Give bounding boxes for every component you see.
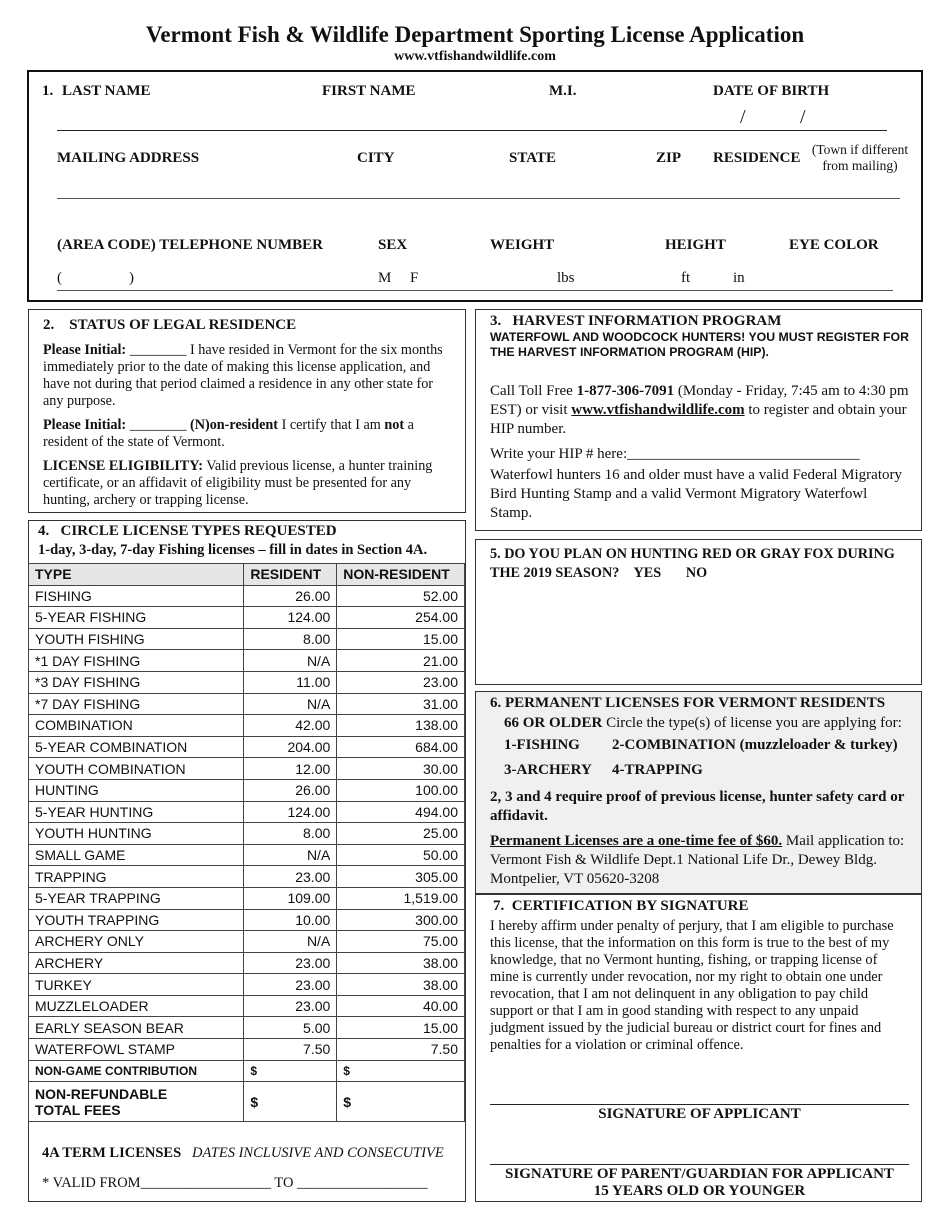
permanent-option-archery[interactable]: 3-ARCHERY [504,762,592,778]
section-1-applicant-info [27,70,923,302]
resident-fee: 5.00 [244,1017,337,1039]
license-type[interactable]: ARCHERY ONLY [29,931,244,953]
parent-signature-line[interactable] [490,1164,909,1165]
nonresident-fee: 300.00 [337,909,465,931]
height-label: HEIGHT [665,237,726,253]
license-type[interactable]: MUZZLELOADER [29,995,244,1017]
address-line[interactable] [57,198,900,199]
license-row[interactable] [29,650,465,672]
resident-fee: 23.00 [244,952,337,974]
license-type[interactable]: COMBINATION [29,715,244,737]
zip-label: ZIP [656,150,682,166]
resident-fee: 204.00 [244,736,337,758]
license-eligibility-label: LICENSE ELIGIBILITY: [43,458,203,474]
permanent-fee-mail [490,832,920,889]
nonresident-fee: 254.00 [337,607,465,629]
permanent-option-combination[interactable]: 2-COMBINATION (muzzleloader & turkey) [612,737,898,753]
license-type[interactable]: 5-YEAR TRAPPING [29,887,244,909]
license-type[interactable]: 5-YEAR COMBINATION [29,736,244,758]
phone-line[interactable] [57,290,893,291]
resident-fee: 124.00 [244,607,337,629]
section-7-title: 7. CERTIFICATION BY SIGNATURE [493,898,749,914]
resident-fee: 109.00 [244,887,337,909]
section-3-title: 3. HARVEST INFORMATION PROGRAM [490,313,782,329]
nonresident-fee: 494.00 [337,801,465,823]
state-label: STATE [509,150,556,166]
license-type[interactable]: YOUTH COMBINATION [29,758,244,780]
permanent-circle-text: Circle the type(s) of license you are applying for: [602,715,902,731]
license-type[interactable]: YOUTH HUNTING [29,823,244,845]
please-initial-label-2: Please Initial: [43,417,127,433]
license-row[interactable] [29,974,465,996]
sex-option-f[interactable]: F [410,270,419,286]
license-type[interactable]: *3 DAY FISHING [29,671,244,693]
column-header-nonresident: NON-RESIDENT [337,564,465,586]
column-header-resident: RESIDENT [244,564,337,586]
license-row[interactable] [29,628,465,650]
nongame-nonresident-amount[interactable]: $ [337,1060,465,1082]
resident-fee: 42.00 [244,715,337,737]
form-website: www.vtfishandwildlife.com [394,49,556,64]
nonresident-fee: 38.00 [337,952,465,974]
license-type[interactable]: WATERFOWL STAMP [29,1039,244,1061]
fox-question [490,545,915,583]
first-name-label: FIRST NAME [322,83,416,99]
section-2-title: 2. STATUS OF LEGAL RESIDENCE [43,317,297,333]
license-row[interactable] [29,823,465,845]
nonresident-fee: 1,519.00 [337,887,465,909]
license-row[interactable] [29,1039,465,1061]
last-name-label: LAST NAME [62,83,151,99]
total-fees-label [29,1082,244,1122]
nonresident-not: not [384,417,405,433]
nonresident-fee: 38.00 [337,974,465,996]
resident-fee: 7.50 [244,1039,337,1061]
resident-fee: 23.00 [244,974,337,996]
license-type[interactable]: EARLY SEASON BEAR [29,1017,244,1039]
residence-label: RESIDENCE [713,150,801,166]
section-6-title: 6. PERMANENT LICENSES FOR VERMONT RESIDENTS [490,695,886,711]
total-nonresident-amount[interactable]: $ [337,1082,465,1122]
parent-signature-label [490,1166,909,1200]
license-row[interactable] [29,931,465,953]
eye-color-label: EYE COLOR [789,237,879,253]
license-row[interactable] [29,607,465,629]
area-code-close-paren: ) [129,270,134,286]
resident-fee: N/A [244,844,337,866]
section-1-number: 1. [42,83,54,99]
call-text-c: to register and obtain your HIP number. [490,402,907,437]
applicant-signature-line[interactable] [490,1104,909,1105]
sex-option-m[interactable]: M [378,270,392,286]
table-header-row [29,564,465,586]
license-type[interactable]: ARCHERY [29,952,244,974]
total-fees-row[interactable] [29,1082,465,1122]
resident-fee: 8.00 [244,628,337,650]
resident-fee: 124.00 [244,801,337,823]
term-licenses-note: DATES INCLUSIVE AND CONSECUTIVE [192,1145,444,1161]
hip-website-link[interactable]: www.vtfishandwildlife.com [571,402,745,418]
form-title: Vermont Fish & Wildlife Department Sporting License Application [145,22,805,47]
permanent-option-trapping[interactable]: 4-TRAPPING [612,762,703,778]
telephone-label: (AREA CODE) TELEPHONE NUMBER [57,237,324,253]
mailing-address-label: MAILING ADDRESS [57,150,200,166]
nonresident-fee: 15.00 [337,1017,465,1039]
resident-initial-statement [43,342,456,410]
license-row[interactable] [29,995,465,1017]
nonresident-fee: 7.50 [337,1039,465,1061]
license-type[interactable]: YOUTH TRAPPING [29,909,244,931]
valid-from-to-field[interactable]: * VALID FROM__________________ TO __________________ [42,1175,428,1191]
nonresident-fee: 138.00 [337,715,465,737]
license-row[interactable] [29,801,465,823]
nongame-resident-amount[interactable]: $ [244,1060,337,1082]
license-row[interactable] [29,693,465,715]
residence-note: (Town if different from mailing) [811,142,909,173]
license-type[interactable]: FISHING [29,585,244,607]
license-row[interactable] [29,909,465,931]
resident-fee: 26.00 [244,585,337,607]
call-text-a: Call Toll Free [490,383,577,399]
permanent-mail-text: Mail application to: Vermont Fish & Wildlife Dept.1 National Life Dr., Dewey Bldg. Montpelier, VT 05620-3208 [490,833,905,887]
permanent-proof-note: 2, 3 and 4 require proof of previous license, hunter safety card or affidavit. [490,789,905,824]
nonresident-fee: 30.00 [337,758,465,780]
nonresident-fee: 52.00 [337,585,465,607]
resident-fee: N/A [244,693,337,715]
section-4-title: 4. CIRCLE LICENSE TYPES REQUESTED [38,523,337,539]
license-row[interactable] [29,585,465,607]
height-unit-in: in [733,270,745,286]
license-type[interactable]: 5-YEAR HUNTING [29,801,244,823]
license-row[interactable] [29,779,465,801]
license-row[interactable] [29,866,465,888]
nonresident-text-a: I certify that I am [278,417,385,433]
weight-label: WEIGHT [490,237,555,253]
please-initial-label: Please Initial: [43,342,127,358]
sex-label: SEX [378,237,408,253]
city-label: CITY [357,150,395,166]
resident-fee: 26.00 [244,779,337,801]
nonresident-fee: 25.00 [337,823,465,845]
certification-text: I hereby affirm under penalty of perjury, that I am eligible to purchase this license, that the information on this form is true to the best of my knowledge, that no Vermont hunting, fishing, or trapping license of mine is currently under revocation, nor my right to obtain one under revocation, that I am not delinquent in any obligation to pay child support or that I am in good standing with respect to any unpaid judgment issued by the judicial bureau or district court for fines and penalties for a violation or criminal offence. [490,918,894,1053]
permanent-age-line [504,714,902,733]
weight-unit-lbs: lbs [557,270,575,286]
license-eligibility [43,458,456,509]
permanent-option-fishing[interactable]: 1-FISHING [504,737,580,753]
parent-signature-label-2: 15 YEARS OLD OR YOUNGER [593,1183,806,1199]
total-fees-label-1: NON-REFUNDABLE [35,1085,168,1102]
permanent-age: 66 OR OLDER [504,715,603,731]
parent-signature-label-1: SIGNATURE OF PARENT/GUARDIAN FOR APPLICANT [505,1166,894,1182]
license-fee-table [28,563,465,1122]
resident-fee: 23.00 [244,995,337,1017]
license-type[interactable]: 5-YEAR FISHING [29,607,244,629]
nonresident-fee: 684.00 [337,736,465,758]
nonresident-fee: 100.00 [337,779,465,801]
nonresident-fee: 305.00 [337,866,465,888]
column-header-type: TYPE [29,564,244,586]
license-row[interactable] [29,844,465,866]
license-row[interactable] [29,671,465,693]
license-type[interactable]: TRAPPING [29,866,244,888]
term-licenses-title: 4A TERM LICENSES [42,1145,182,1161]
call-text-b: (Monday - Friday, 7:45 am to 4:30 pm EST) or visit [490,383,909,418]
nonresident-initial-blank[interactable]: ________ [129,417,187,433]
nonresident-fee: 15.00 [337,628,465,650]
height-unit-ft: ft [681,270,691,286]
resident-fee: N/A [244,931,337,953]
dob-slash-2: / [800,106,806,128]
nonresident-label: (N)on-resident [190,417,279,433]
resident-fee: 11.00 [244,671,337,693]
section-4-subtitle: 1-day, 3-day, 7-day Fishing licenses – fill in dates in Section 4A. [38,542,428,558]
nonresident-fee: 50.00 [337,844,465,866]
nonresident-fee: 31.00 [337,693,465,715]
nonresident-fee: 23.00 [337,671,465,693]
license-row[interactable] [29,1017,465,1039]
applicant-signature-label: SIGNATURE OF APPLICANT [598,1106,801,1122]
nonresident-fee: 75.00 [337,931,465,953]
license-row[interactable] [29,952,465,974]
fox-question-text: 5. DO YOU PLAN ON HUNTING RED OR GRAY FOX DURING THE 2019 SEASON? [490,546,895,581]
waterfowl-stamp-note: Waterfowl hunters 16 and older must have a valid Federal Migratory Bird Hunting Stamp and a valid Vermont Migratory Waterfowl Stamp. [490,467,903,521]
total-resident-amount[interactable]: $ [244,1082,337,1122]
license-type[interactable]: TURKEY [29,974,244,996]
date-of-birth-label: DATE OF BIRTH [713,83,830,99]
license-type[interactable]: *7 DAY FISHING [29,693,244,715]
resident-fee: 10.00 [244,909,337,931]
middle-initial-label: M.I. [549,83,577,99]
fox-answer-yes[interactable]: YES [633,565,662,581]
license-eligibility-text: Valid previous license, a hunter training certificate, or an affidavit of eligibility must be presented for any hunting, archery or trapping license. [43,458,433,508]
permanent-fee: Permanent Licenses are a one-time fee of $60. [490,833,783,849]
nongame-contribution-label: NON-GAME CONTRIBUTION [29,1060,244,1082]
resident-fee: N/A [244,650,337,672]
section-3-subtitle: WATERFOWL AND WOODCOCK HUNTERS! YOU MUST REGISTER FOR THE HARVEST INFORMATION PROGRAM (HIP). [490,330,909,359]
license-type[interactable]: YOUTH FISHING [29,628,244,650]
resident-initial-blank[interactable]: ________ [129,342,187,358]
resident-fee: 23.00 [244,866,337,888]
license-type[interactable]: *1 DAY FISHING [29,650,244,672]
license-row[interactable] [29,758,465,780]
area-code-open-paren: ( [57,270,62,286]
term-licenses-header [42,1145,444,1162]
resident-text: I have resided in Vermont for the six months immediately prior to the date of making this license application, and have not during that period claimed a residence in any other state for any purpose. [43,342,443,409]
license-row[interactable] [29,887,465,909]
license-type[interactable]: HUNTING [29,779,244,801]
license-row[interactable] [29,736,465,758]
resident-fee: 8.00 [244,823,337,845]
hip-call-instructions [490,382,910,439]
nonresident-initial-statement [43,417,456,451]
license-type[interactable]: SMALL GAME [29,844,244,866]
name-line[interactable] [57,130,887,131]
nonresident-fee: 21.00 [337,650,465,672]
resident-fee: 12.00 [244,758,337,780]
dob-slash-1: / [740,106,746,128]
nongame-contribution-row[interactable] [29,1060,465,1082]
nonresident-text-b: a resident of the state of Vermont. [43,417,414,450]
hip-number-field[interactable]: Write your HIP # here:_______________________________ [490,446,860,462]
fox-answer-no[interactable]: NO [685,565,708,581]
nonresident-fee: 40.00 [337,995,465,1017]
total-fees-label-2: TOTAL FEES [35,1101,121,1118]
license-row[interactable] [29,715,465,737]
hip-phone: 1-877-306-7091 [576,383,675,399]
